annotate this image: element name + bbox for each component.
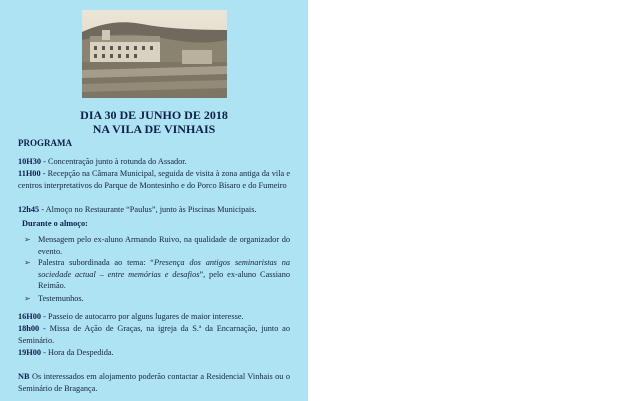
bullet-item: ➢ Mensagem pelo ex-aluno Armando Ruivo, na qualidade de organizador do evento. <box>24 235 290 256</box>
schedule-item: 16H00 - Passeio de autocarro por alguns lugares de maior interesse. <box>18 312 244 321</box>
schedule-item: 19H00 - Hora da Despedida. <box>18 348 114 357</box>
durante-heading: Durante o almoço: <box>22 219 88 228</box>
title-place: NA VILA DE VINHAIS <box>92 122 216 136</box>
bullet-item: ➢ Testemunhos. <box>24 294 84 303</box>
schedule-item: 12h45 - Almoço no Restaurante “Paulus”, junto às Piscinas Municipais. <box>18 205 257 214</box>
bullet-item: ➢ Palestra subordinada ao tema: “Presença dos antigos seminaristas na sociedade actual – entre memórias e desafios”, pelo ex-aluno Cassiano Reimão. <box>24 258 290 290</box>
arrow-bullet-icon: ➢ <box>24 258 31 267</box>
schedule-item: 11H00 - Recepção na Câmara Municipal, seguida de visita à zona antiga da vila e centros interpretativos do Parque de Montesinho e do Porco Bísaro e do Fumeiro <box>18 169 290 190</box>
schedule-item: 18h00 - Missa de Ação de Graças, na igreja da S.ª da Encarnação, junto ao Seminário. <box>18 324 290 345</box>
title-date: DIA 30 DE JUNHO DE 2018 <box>80 108 228 122</box>
flyer-panel <box>0 0 308 401</box>
nb-note: NB Os interessados em alojamento poderão contactar a Residencial Vinhais ou o Seminário de Bragança. <box>18 372 290 393</box>
seminary-photo <box>82 10 227 98</box>
arrow-bullet-icon: ➢ <box>24 294 31 303</box>
schedule-item: 10H30 - Concentração junto à rotunda do Assador. <box>18 157 187 166</box>
arrow-bullet-icon: ➢ <box>24 235 31 244</box>
programa-heading: PROGRAMA <box>18 138 72 148</box>
